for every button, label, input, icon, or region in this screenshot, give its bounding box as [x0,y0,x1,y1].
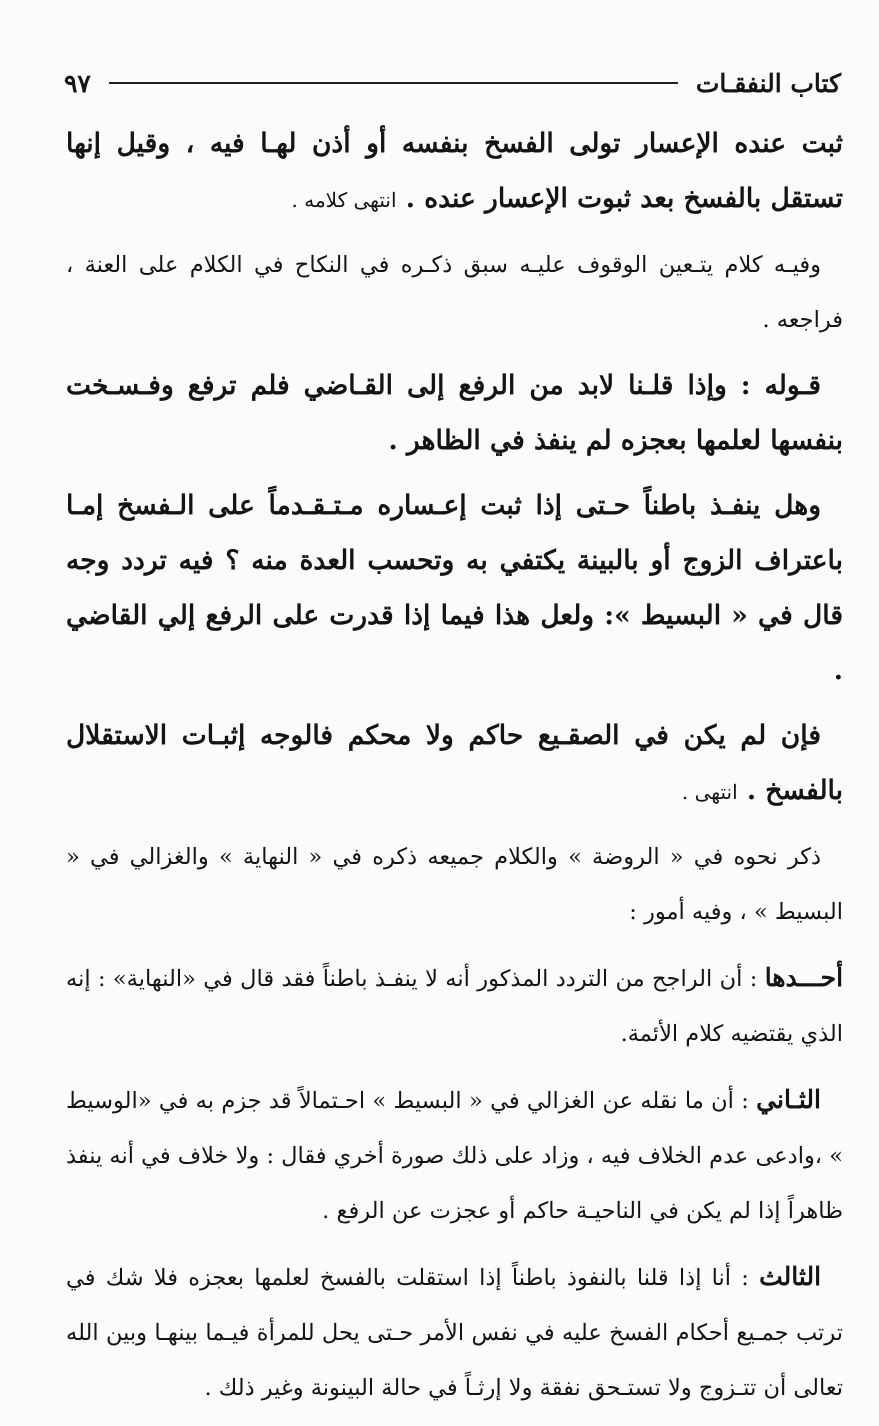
page-body [66,116,843,1426]
paragraph-1 [66,116,843,228]
paragraph-6: ذكر نحوه في « الروضة » والكلام جميعه ذكره في « النهاية » والغزالي في « البسيط » ، وفيه أمور : [66,844,843,925]
paragraph-4: وهل ينفـذ باطناً حـتى إذا ثبت إعـساره مـتـقـدماً على الـفسخ إمـا باعتراف الزوج أو بالبينة يكتفي به وتحسب العدة منه ؟ فيه تردد وجه قال في « البسيط »: ولعل هذا فيما إذا قدرت على الرفع إلي القاضي . [66,490,843,686]
paragraph-7-text: : أن الراجح من التردد المذكور أنه لا ينفـذ باطناً فقد قال في «النهاية» : إنه الذي يقتضيه كلام الأئمة. [66,966,843,1047]
paragraph-8 [66,1072,843,1239]
paragraph-7 [66,950,843,1062]
paragraph-8-heading: الثـاني [756,1085,821,1114]
paragraph-5-text: فإن لم يكن في الصقـيع حاكم ولا محكم فالوجه إثبـات الاستقلال بالفسخ . [66,720,843,806]
page-number: ٩٧ [64,68,91,98]
running-title: كتاب النفقـات [695,68,841,98]
paragraph-2: وفيـه كلام يتـعين الوقوف عليـه سبق ذكـره في النكاح في الكلام على العنة ، فراجعه . [66,252,843,333]
paragraph-7-heading: أحـــدها [764,963,844,992]
paragraph-9-heading: الثالث [759,1262,822,1291]
paragraph-1-tail: انتهى كلامه . [291,188,397,212]
paragraph-5-tail: انتهى . [681,780,738,804]
page-header [64,58,841,108]
paragraph-9-text: : أنا إذا قلنا بالنفوذ باطناً إذا استقلت بالفسخ لعلمها بعجزه فلا شك في ترتب جمـيع أحكام الفسخ عليه في نفس الأمر حـتى يحل للمرأة فيـما بينهـا وبين الله تعالى أن تتـزوج ولا تستـحق نفقة ولا إرثـاً في حالة البينونة وغير ذلك . [66,1265,843,1401]
paragraph-1-text: ثبت عنده الإعسار تولى الفسخ بنفسه أو أذن لهـا فيه ، وقيل إنها تستقل بالفسخ بعد ثبوت الإعسار عنده . [66,128,843,214]
paragraph-3: قـوله : وإذا قلـنا لابد من الرفع إلى القـاضي فلم ترفع وفـسـخت بنفسها لعلمها بعجزه لم ينفذ في الظاهر . [66,370,843,456]
paragraph-5 [66,708,843,820]
paragraph-9 [66,1249,843,1416]
header-rule [109,82,678,84]
paragraph-8-text: : أن ما نقله عن الغزالي في « البسيط » احـتمالاً قد جزم به في «الوسيط » ،وادعى عدم الخلاف فيه ، وزاد على ذلك صورة أخري فقال : ولا خلاف في أنه ينفذ ظاهراً إذا لم يكن في الناحيـة حاكم أو عجزت عن الرفع . [66,1088,843,1224]
